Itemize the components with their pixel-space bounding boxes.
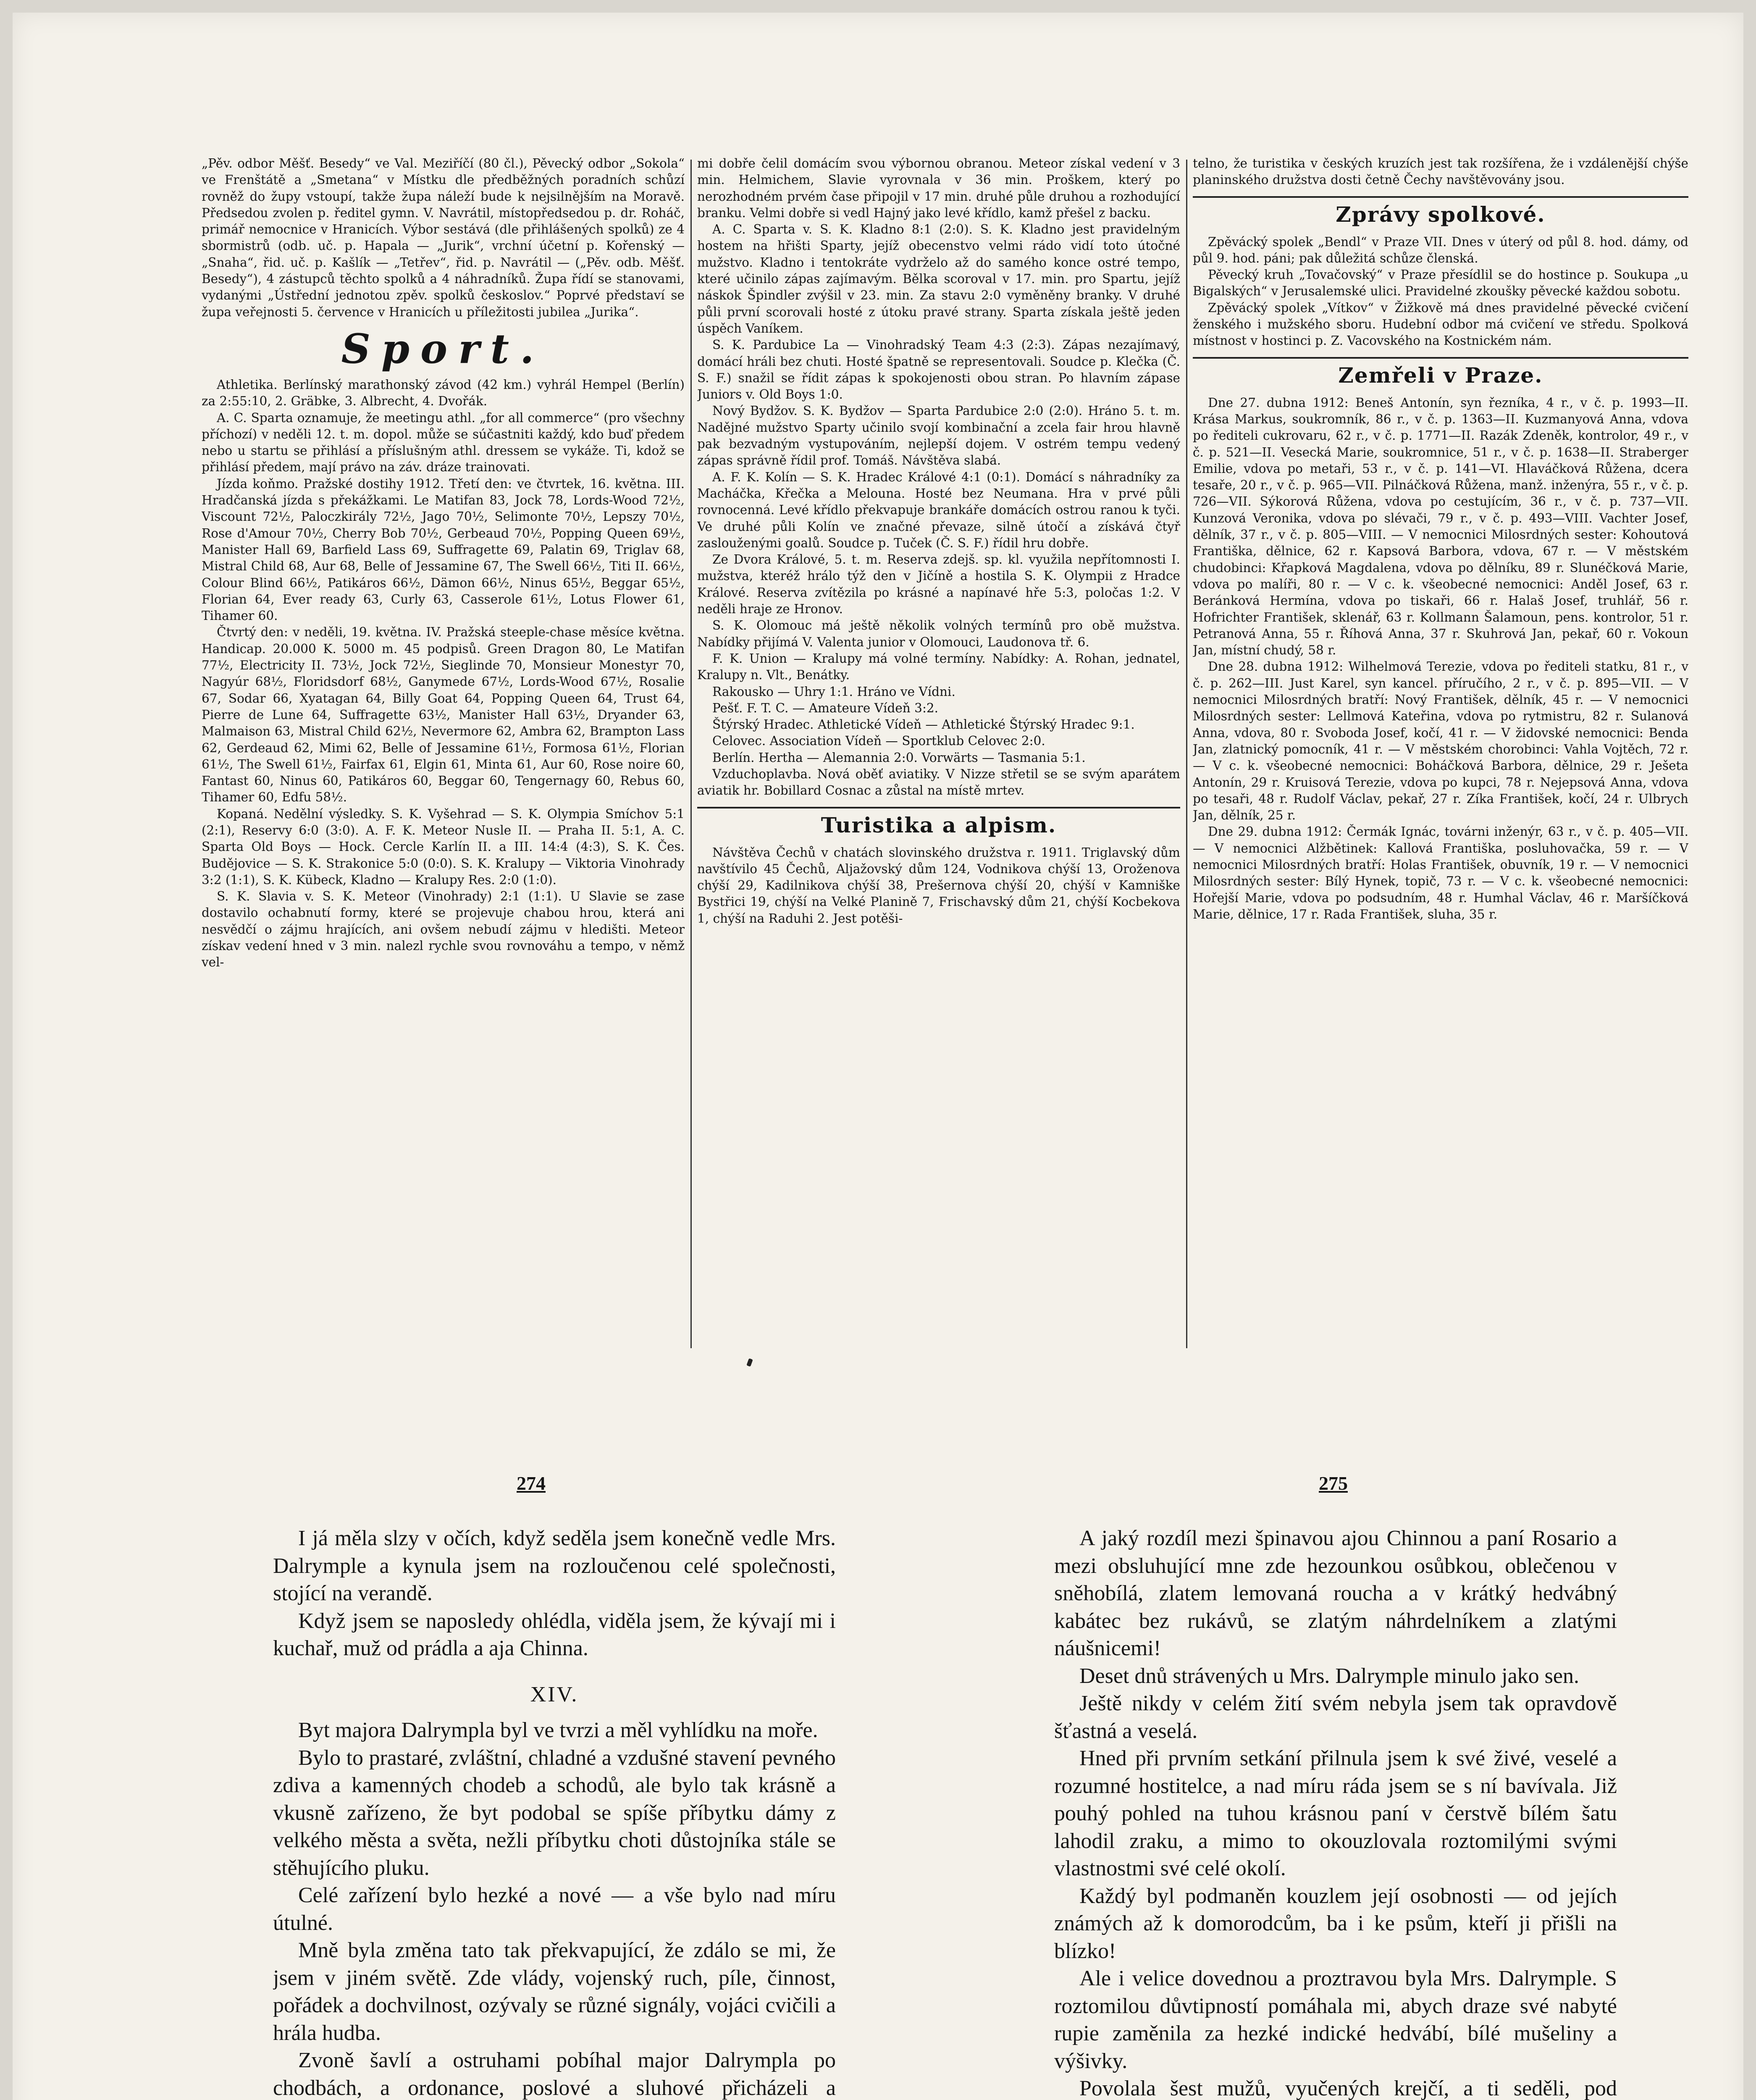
news-paragraph: Nový Bydžov. S. K. Bydžov — Sparta Pardubice 2:0 (2:0). Hráno 5. t. m. Nadějné mužstvo Sparty učinilo svojí kombinační a zcela fair hrou hlavně pak bezvadným vystupováním, nejlepší dojem. V ostrém tempu vedený zápas správně řídil prof. Tomáš. Návštěva slabá.	[697, 404, 1180, 468]
scanned-page	[13, 13, 1743, 2100]
book-page-right	[1054, 1525, 1617, 2100]
news-paragraph: telno, že turistika v českých kruzích jest tak rozšířena, že i vzdálenější chýše planinského družstva dosti četně Čechy navštěvovány jsou.	[1193, 156, 1688, 187]
book-paragraph: Každý byl podmaněn kouzlem její osobnosti — od jejích známých až k domorodcům, ba i ke psům, kteří ji přišli na blízko!	[1054, 1884, 1617, 1963]
section-heading-turistika: Turistika a alpism.	[697, 807, 1180, 838]
book-paragraph: I já měla slzy v očích, když seděla jsem konečně vedle Mrs. Dalrymple a kynula jsem na rozloučenou celé společnosti, stojící na verandě.	[273, 1526, 836, 1605]
column-rule	[690, 160, 692, 1348]
news-paragraph: Berlín. Hertha — Alemannia 2:0. Vorwärts — Tasmania 5:1.	[712, 750, 1086, 765]
book-paragraph: Když jsem se naposledy ohlédla, viděla jsem, že kývají mi i kuchař, muž od prádla a aja Chinna.	[273, 1609, 836, 1660]
news-paragraph: Celovec. Association Vídeň — Sportklub Celovec 2:0.	[712, 734, 1045, 748]
news-paragraph: Dne 28. dubna 1912: Wilhelmová Terezie, vdova po řediteli statku, 81 r., v č. p. 262—III. Just Karel, syn kancel. příručího, 2 r., v č. p. 895—VII. — V nemocnici Milosrdných bratří: Nový František, dělník, 45 r. — V nemocnici Milosrdných sester: Lellmová Kateřina, vdova po rytmistru, 82 r. Sulanová Anna, vdova, 80 r. Svoboda Josef, kočí, 41 r. — V židovské nemocnici: Benda Jan, zlatnický pomocník, 41 r. — V městském chorobinci: Vahla Vojtěch, 72 r. — V c. k. všeobecné nemocnici: Boháčková Barbora, dělnice, 29 r. Ješeta Antonín, 29 r. Kruisová Terezie, vdova po kupci, 78 r. Nejepsová Anna, vdova po tesaři, 48 r. Rudolf Václav, pekař, 27 r. Zíka František, kočí, 24 r. Ulbrych Jan, dělník, 25 r.	[1193, 659, 1688, 823]
news-paragraph: F. K. Union — Kralupy má volné termíny. Nabídky: A. Rohan, jednatel, Kralupy n. Vlt., Benátky.	[697, 651, 1180, 682]
news-paragraph: Zpěvácký spolek „Bendl“ v Praze VII. Dnes v úterý od půl 8. hod. dámy, od půl 9. hod. páni; pak důležitá schůze členská.	[1193, 234, 1688, 265]
news-paragraph: Návštěva Čechů v chatách slovinského družstva r. 1911. Triglavský dům navštívilo 45 Čechů, Aljažovský dům 124, Vodnikova chýší 13, Oroženova chýší 29, Kadilnikova chýší 38, Prešernova chýší 20, chýší v Kamniške Bystřici 19, chýší na Velké Planině 7, Frischavský dům 21, chýší Kocbekova 1, chýší na Raduhi 2. Jest potěši-	[697, 845, 1180, 926]
chapter-heading: XIV.	[530, 1682, 579, 1706]
newspaper-column-2	[697, 155, 1180, 1357]
book-paragraph: Ale i velice dovednou a proztravou byla Mrs. Dalrymple. S roztomilou důvtipností pomáhala mi, abych draze své nabyté rupie zaměnila za hezké indické hedvábí, bílé mušeliny a výšivky.	[1054, 1966, 1617, 2073]
section-heading-zemreli: Zemřeli v Praze.	[1193, 357, 1688, 388]
book-page-left	[273, 1525, 836, 2100]
news-paragraph: S. K. Slavia v. S. K. Meteor (Vinohrady) 2:1 (1:1). U Slavie se zase dostavilo ochabnutí formy, které se projevuje chabou hrou, která ani nesvědčí o zájmu hrajících, ani ovšem nebudí zájmu v hledišti. Meteor získav vedení hned v 3 min. nalezl rychle svou rovnováhu a tempo, v němž vel-	[202, 889, 685, 970]
news-paragraph: Dne 27. dubna 1912: Beneš Antonín, syn řezníka, 4 r., v č. p. 1993—II. Krása Markus, soukromník, 86 r., v č. p. 1363—II. Kuzmanyová Anna, vdova po řediteli cukrovaru, 62 r., v č. p. 1771—II. Razák Zdeněk, kontrolor, 49 r., v č. p. 521—II. Vesecká Marie, soukromnice, 51 r., v č. p. 1638—II. Straberger Emilie, vdova po metaři, 53 r., v č. p. 141—VI. Hlaváčková Růžena, dcera tesaře, 20 r., v č. p. 965—VII. Pilnáčková Růžena, manž. inženýra, 55 r., v č. p. 726—VII. Sýkorová Růžena, vdova po cestujícím, 36 r., v č. p. 737—VII. Kunzová Veronika, vdova po slévači, 79 r., v č. p. 493—VIII. Vachter Josef, dělník, 37 r., v č. p. 805—VIII. — V nemocnici Milosrdných sester: Kohoutová Františka, dělnice, 62 r. Kapsová Barbora, vdova, 67 r. — V městském chudobinci: Křapková Magdalena, vdova po dělníku, 89 r. Slunéčková Marie, vdova po malíři, 80 r. — V c. k. všeobecné nemocnici: Anděl Josef, 63 r. Beránková Hermína, vdova po tiskaři, 66 r. Halaš Josef, truhlář, 56 r. Hofrichter František, sklenář, 63 r. Kollmann Šalamoun, pens. kontrolor, 51 r. Petranová Anna, 55 r. Říhová Anna, 37 r. Skuhrová Jan, pekař, 60 r. Vokoun Jan, místní chudý, 58 r.	[1193, 395, 1688, 658]
news-paragraph: Ze Dvora Králové, 5. t. m. Reserva zdejš. sp. kl. využila nepřítomnosti I. mužstva, kteréž hrálo týž den v Jičíně a hostila S. K. Olympii z Hradce Králové. Reserva zvítězila po krásné a napínavé hře 5:3, poločas 1:2. V neděli hraje ze Hronov.	[697, 552, 1180, 617]
news-paragraph: Dne 29. dubna 1912: Čermák Ignác, továrni inženýr, 63 r., v č. p. 405—VII. — V nemocnici Alžbětinek: Kallová Františka, posluhovačka, 59 r. — V nemocnici Milosrdných bratří: Holas František, obuvník, 19 r. — V nemocnici Milosrdných sester: Bílý Hynek, topič, 73 r. — V c. k. všeobecné nemocnici: Hořejší Marie, vdova po podsudním, 48 r. Humhal Václav, 46 r. Maršíčková Marie, dělnice, 17 r. Rada František, sluha, 35 r.	[1193, 824, 1688, 921]
book-paragraph: Povolala šest mužů, vyučených krejčí, a ti seděli, pod	[1079, 2076, 1617, 2100]
page-number-right: 275	[1319, 1473, 1348, 1494]
news-paragraph: Pěvecký kruh „Tovačovský“ v Praze přesídlil se do hostince p. Soukupa „u Bigalských“ v Jerusalemské ulici. Pravidelné zkoušky pěvecké každou sobotu.	[1193, 268, 1688, 299]
book-paragraph: Bylo to prastaré, zvláštní, chladné a vzdušné stavení pevného zdiva a kamenných chodeb a schodů, ale bylo tak krásně a vkusně zařízeno, že byt podobal se spíše příbytku dámy z velkého města a světa, nežli příbytku choti důstojníka stále se stěhujícího pluku.	[273, 1746, 836, 1880]
newspaper-column-3	[1193, 155, 1688, 1357]
news-paragraph: Rakousko — Uhry 1:1. Hráno ve Vídni.	[712, 684, 955, 699]
page-number-left: 274	[517, 1473, 546, 1494]
news-paragraph: Vzduchoplavba. Nová oběť aviatiky. V Nizze střetil se se svým aparátem aviatik hr. Bobillard Cosnac a zůstal na místě mrtev.	[697, 766, 1180, 798]
news-paragraph: mi dobře čelil domácím svou výbornou obranou. Meteor získal vedení v 3 min. Helmichem, Slavie vyrovnala v 36 min. Proškem, který po nerozhodném prvém čase připojil v 17 min. druhé půle druhou a rozhodující branku. Velmi dobře si vedl Hajný jako levé křídlo, kamž přešel z backu.	[697, 156, 1180, 220]
section-heading-zpravy-spolkove: Zprávy spolkové.	[1193, 196, 1688, 227]
news-paragraph: A. C. Sparta v. S. K. Kladno 8:1 (2:0). S. K. Kladno jest pravidelným hostem na hřišti Sparty, jejíž obecenstvo velmi rádo vidí toto útočné mužstvo. Kladno i tentokráte vydrželo až do samého konce ostré tempo, které učinilo zápas zajímavým. Bělka scoroval v 17. min. pro Spartu, jejíž náskok Špindler zvýšil v 23. min. Za stavu 2:0 vyměněny branky. V druhé půli první scorovali hosté z útoku pravé strany. Sparta získala ještě jeden úspěch Vaníkem.	[697, 222, 1180, 336]
news-paragraph: Jízda koňmo. Pražské dostihy 1912. Třetí den: ve čtvrtek, 16. května. III. Hradčanská jízda s překážkami. Le Matifan 83, Jock 78, Lords-Wood 72½, Viscount 72½, Paloczkirály 72½, Jago 70½, Selimonte 70½, Lepszy 70½, Rose d'Amour 70½, Cherry Bob 70½, Gerbeaud 70½, Popping Queen 69½, Manister Hall 69, Barfield Lass 69, Suffragette 69, Palatin 69, Triglav 68, Mistral Child 68, Aur 68, Belle of Jessamine 67, The Swell 66½, Titi II. 66½, Colour Blind 66½, Patikáros 66½, Dämon 66½, Ninus 65½, Beggar 65½, Florian 64, Ever ready 63, Curly 63, Casserole 61½, Lotus Flower 61, Tihamer 60.	[202, 476, 685, 623]
book-paragraph: Mně byla změna tato tak překvapující, že zdálo se mi, že jsem v jiném světě. Zde vlády, vojenský ruch, píle, činnost, pořádek a dochvilnost, ozývaly se různé signály, vojáci cvičili a hrála hudba.	[273, 1938, 836, 2045]
ink-speck	[746, 1358, 753, 1367]
book-paragraph: Hned při prvním setkání přilnula jsem k své živé, veselé a rozumné hostitelce, a nad míru ráda jsem se s ní bavívala. Již pouhý pohled na tuhou krásnou paní v čerstvě bílém šatu lahodil zraku, a mimo to okouzlovala roztomilými svými vlastnostmi své celé okolí.	[1054, 1746, 1617, 1880]
book-paragraph: Byt majora Dalrympla byl ve tvrzi a měl vyhlídku na moře.	[298, 1718, 818, 1742]
section-heading-sport: Sport.	[341, 325, 545, 373]
book-paragraph: Ještě nikdy v celém žití svém nebyla jsem tak opravdově šťastná a veselá.	[1054, 1691, 1617, 1743]
news-paragraph: Zpěvácký spolek „Vítkov“ v Žižkově má dnes pravidelné pěvecké cvičení ženského i mužského sboru. Hudební odbor má cvičení ve středu. Spolková místnost v hostinci p. Z. Vacovského na Kostnickém nám.	[1193, 300, 1688, 348]
book-paragraph: A jaký rozdíl mezi špinavou ajou Chinnou a paní Rosario a mezi obsluhující mne zde hezounkou osůbkou, oblečenou v sněhobílá, zlatem lemovaná roucha a v krátký hedvábný kabátec bez rukávů, se zlatým náhrdelníkem a zlatými náušnicemi!	[1054, 1526, 1617, 1660]
newspaper-column-1	[202, 155, 685, 1357]
news-paragraph: A. C. Sparta oznamuje, že meetingu athl. „for all commerce“ (pro všechny příchozí) v neděli 12. t. m. dopol. může se súčastniti každý, kdo buď předem nebo u startu se přihlásí a příslušným athl. dressem se vykáže. Ti, kdož se přihlásí předem, mají právo na záv. dráze trainovati.	[202, 410, 685, 475]
news-paragraph: Čtvrtý den: v neděli, 19. května. IV. Pražská steeple-chase měsíce května. Handicap. 20.000 K. 5000 m. 45 podpisů. Green Dragon 80, Le Matifan 77½, Electricity II. 73½, Jock 72½, Sieglinde 70, Monsieur Monestyr 70, Nagyúr 68½, Floridsdorf 68½, Ganymede 67½, Lords-Wood 67½, Rosalie 67, Sodar 66, Xyatagan 64, Billy Goat 64, Popping Queen 64, Trust 64, Pierre de Lune 64, Suffragette 63½, Manister Hall 63½, Dryander 63, Malmaison 63, Mistral Child 62½, Nevermore 62, Ambra 62, Brampton Lass 62, Gerdeaud 62, Mimi 62, Belle of Jessamine 61½, Formosa 61½, Florian 61½, The Swell 61½, Fairfax 61, Elgin 61, Minta 61, Aur 60, Rose noire 60, Fantast 60, Ninus 60, Patikáros 60, Beggar 60, Tengernagy 60, Rebus 60, Tihamer 60, Edfu 58½.	[202, 625, 685, 805]
news-paragraph: „Pěv. odbor Měšť. Besedy“ ve Val. Meziříčí (80 čl.), Pěvecký odbor „Sokola“ ve Frenštátě a „Smetana“ v Místku dle předběžných poradních schůzí rovněž do župy vstoupí, takže župa náleží bude k nejsilnějším na Moravě. Předsedou zvolen p. ředitel gymn. V. Navrátil, místopředsedou p. dr. Roháč, primář nemocnice v Hranicích. Výbor sestává (dle přihlášených spolků) ze 4 sbormistrů (odb. uč. p. Hapala — „Jurik“, vrchní účetní p. Kořenský — „Snaha“, řid. uč. p. Kašlík — „Tetřev“, řid. p. Navrátil — („Pěv. odb. Měšť. Besedy“), 4 zástupců těchto spolků a 4 náhradníků. Župa řídí se stanovami, vydanými „Ústřední jednotou zpěv. spolků českoslov.“ Poprvé představí se župa veřejnosti 5. července v Hranicích u příležitosti jubilea „Jurika“.	[202, 156, 685, 319]
news-paragraph: A. F. K. Kolín — S. K. Hradec Králové 4:1 (0:1). Domácí s náhradníky za Macháčka, Křečka a Melouna. Hosté bez Neumana. Hra v prvé půli rovnocenná. Levé křídlo překvapuje brankáře domácích ostrou ranou k tyči. Ve druhé půli Kolín ve značné převaze, silně útočí a získává čtyř zaslouženými goalů. Soudce p. Tuček (Č. S. F.) řídil hru dobře.	[697, 470, 1180, 550]
book-paragraph: Celé zařízení bylo hezké a nové — a vše bylo nad míru útulné.	[273, 1883, 836, 1935]
news-paragraph: S. K. Olomouc má ještě několik volných termínů pro obě mužstva. Nabídky přijímá V. Valenta junior v Olomouci, Laudonova tř. 6.	[697, 618, 1180, 649]
news-paragraph: S. K. Pardubice La — Vinohradský Team 4:3 (2:3). Zápas nezajímavý, domácí hráli bez chuti. Hosté špatně se representovali. Soudce p. Klečka (Č. S. F.) snažil se řídit zápas k spokojenosti obou stran. Po hlavním zápase Juniors v. Old Boys 1:0.	[697, 338, 1180, 402]
book-paragraph: Deset dnů strávených u Mrs. Dalrymple minulo jako sen.	[1079, 1664, 1579, 1688]
news-paragraph: Kopaná. Nedělní výsledky. S. K. Vyšehrad — S. K. Olympia Smíchov 5:1 (2:1), Reservy 6:0 (3:0). A. F. K. Meteor Nusle II. — Praha II. 5:1, A. C. Sparta Old Boys — Hock. Cercle Karlín II. a III. 14:4 (4:3), S. K. Čes. Budějovice — S. K. Strakonice 5:0 (0:0). S. K. Kralupy — Viktoria Vinohrady 3:2 (1:1), S. K. Kübeck, Kladno — Kralupy Res. 2:0 (1:0).	[202, 806, 685, 887]
news-paragraph: Štýrský Hradec. Athletické Vídeň — Athletické Štýrský Hradec 9:1.	[712, 717, 1135, 732]
book-paragraph: Zvoně šavlí a ostruhami pobíhal major Dalrympla po chodbách, a ordonance, poslové a sluhové přicházeli a	[273, 2048, 836, 2100]
column-rule	[1186, 160, 1187, 1348]
news-paragraph: Athletika. Berlínský marathonský závod (42 km.) vyhrál Hempel (Berlín) za 2:55:10, 2. Gräbke, 3. Albrecht, 4. Dvořák.	[202, 377, 685, 409]
news-paragraph: Pešť. F. T. C. — Amateure Vídeň 3:2.	[712, 701, 939, 715]
